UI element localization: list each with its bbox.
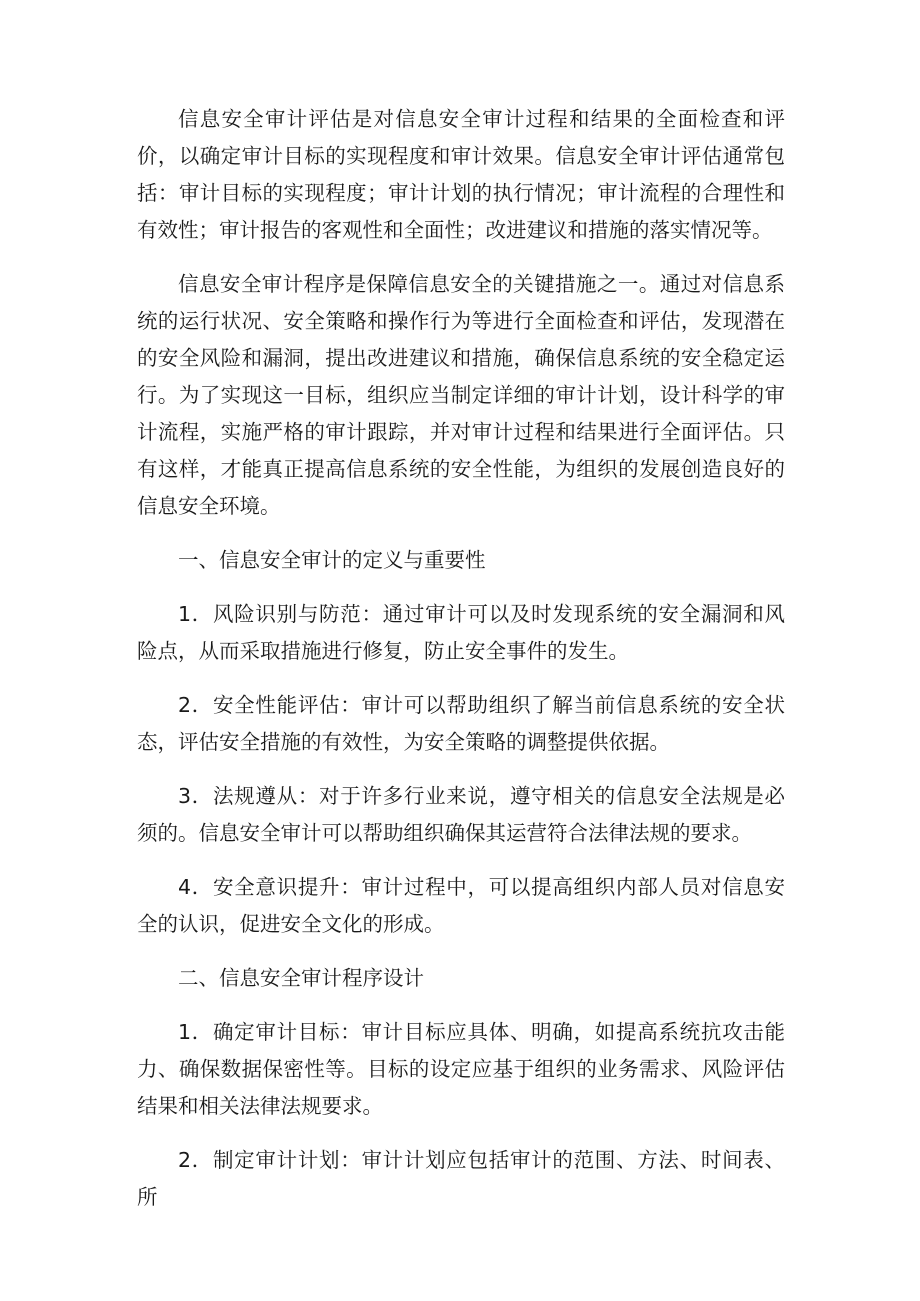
section-heading-definition: 一、信息安全审计的定义与重要性: [178, 548, 486, 572]
section-heading-design: 二、信息安全审计程序设计: [178, 966, 424, 990]
paragraph-audit-evaluation: 信息安全审计评估是对信息安全审计过程和结果的全面检查和评价，以确定审计目标的实现程度和审计效果。信息安全审计评估通常包括：审计目标的实现程度；审计计划的执行情况；审计流程的合理性和有效性；审计报告的客观性和全面性；改进建议和措施的落实情况等。: [137, 107, 785, 242]
paragraph-audit-procedure: 信息安全审计程序是保障信息安全的关键措施之一。通过对信息系统的运行状况、安全策略和操作行为等进行全面检查和评估，发现潜在的安全风险和漏洞，提出改进建议和措施，确保信息系统的安全稳定运行。为了实现这一目标，组织应当制定详细的审计计划，设计科学的审计流程，实施严格的审计跟踪，并对审计过程和结果进行全面评估。只有这样，才能真正提高信息系统的安全性能，为组织的发展创造良好的信息安全环境。: [137, 272, 785, 518]
document-body: [137, 101, 785, 1233]
list-item: 2．安全性能评估：审计可以帮助组织了解当前信息系统的安全状态，评估安全措施的有效性，为安全策略的调整提供依据。: [137, 693, 785, 754]
list-item: 1．确定审计目标：审计目标应具体、明确，如提高系统抗攻击能力、确保数据保密性等。目标的设定应基于组织的业务需求、风险评估结果和相关法律法规要求。: [137, 1020, 785, 1118]
list-item: 1．风险识别与防范：通过审计可以及时发现系统的安全漏洞和风险点，从而采取措施进行修复，防止安全事件的发生。: [137, 602, 785, 663]
list-item: 2．制定审计计划：审计计划应包括审计的范围、方法、时间表、所: [137, 1148, 785, 1209]
list-item: 4．安全意识提升：审计过程中，可以提高组织内部人员对信息安全的认识，促进安全文化的形成。: [137, 875, 785, 936]
list-item: 3．法规遵从：对于许多行业来说，遵守相关的信息安全法规是必须的。信息安全审计可以帮助组织确保其运营符合法律法规的要求。: [137, 784, 785, 845]
